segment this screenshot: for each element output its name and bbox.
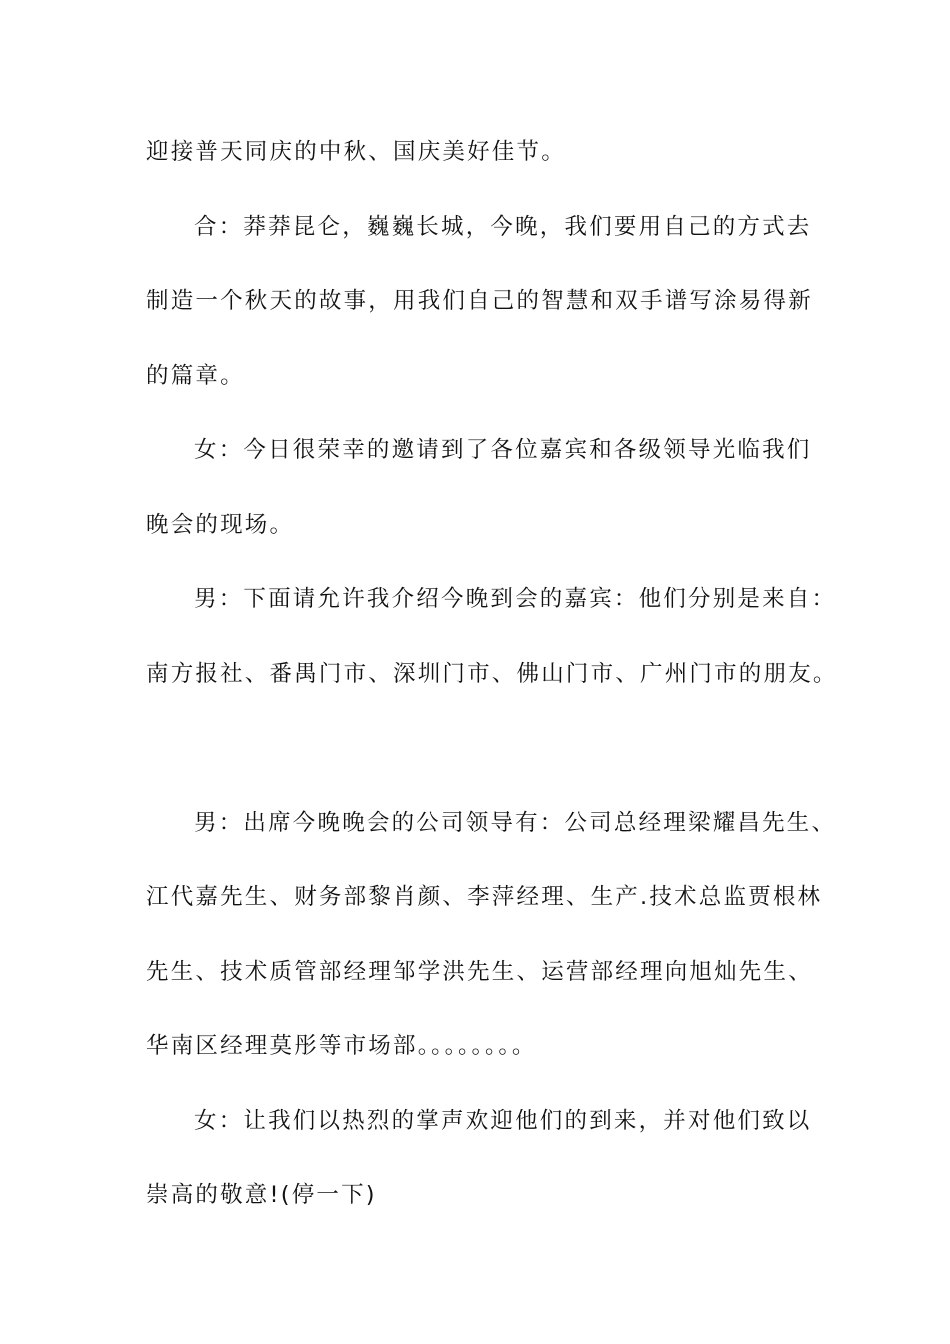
text-line: 崇高的敬意!(停一下) [146,1182,377,1208]
text-line: 女：今日很荣幸的邀请到了各位嘉宾和各级领导光临我们 [194,437,812,463]
text-line: 江代嘉先生、财务部黎肖颜、李萍经理、生产.技术总监贾根林 [146,884,823,910]
text-line: 南方报社、番禺门市、深圳门市、佛山门市、广州门市的朋友。 [146,661,838,687]
text-line: 男：下面请允许我介绍今晚到会的嘉宾：他们分别是来自： [194,586,837,612]
text-line: 合：莽莽昆仑，巍巍长城，今晚，我们要用自己的方式去 [194,214,812,240]
text-line: 女：让我们以热烈的掌声欢迎他们的到来，并对他们致以 [194,1108,812,1134]
text-line: 先生、技术质管部经理邹学洪先生、运营部经理向旭灿先生、 [146,959,813,985]
text-line: 男：出席今晚晚会的公司领导有：公司总经理梁耀昌先生、 [194,810,837,836]
text-line: 制造一个秋天的故事，用我们自己的智慧和双手谱写涂易得新 [146,288,813,314]
text-line: 华南区经理莫彤等市场部。。。。。。。。 [146,1033,537,1059]
text-line: 晚会的现场。 [146,512,295,538]
text-line: 迎接普天同庆的中秋、国庆美好佳节。 [146,139,566,165]
text-line: 的篇章。 [146,363,245,389]
